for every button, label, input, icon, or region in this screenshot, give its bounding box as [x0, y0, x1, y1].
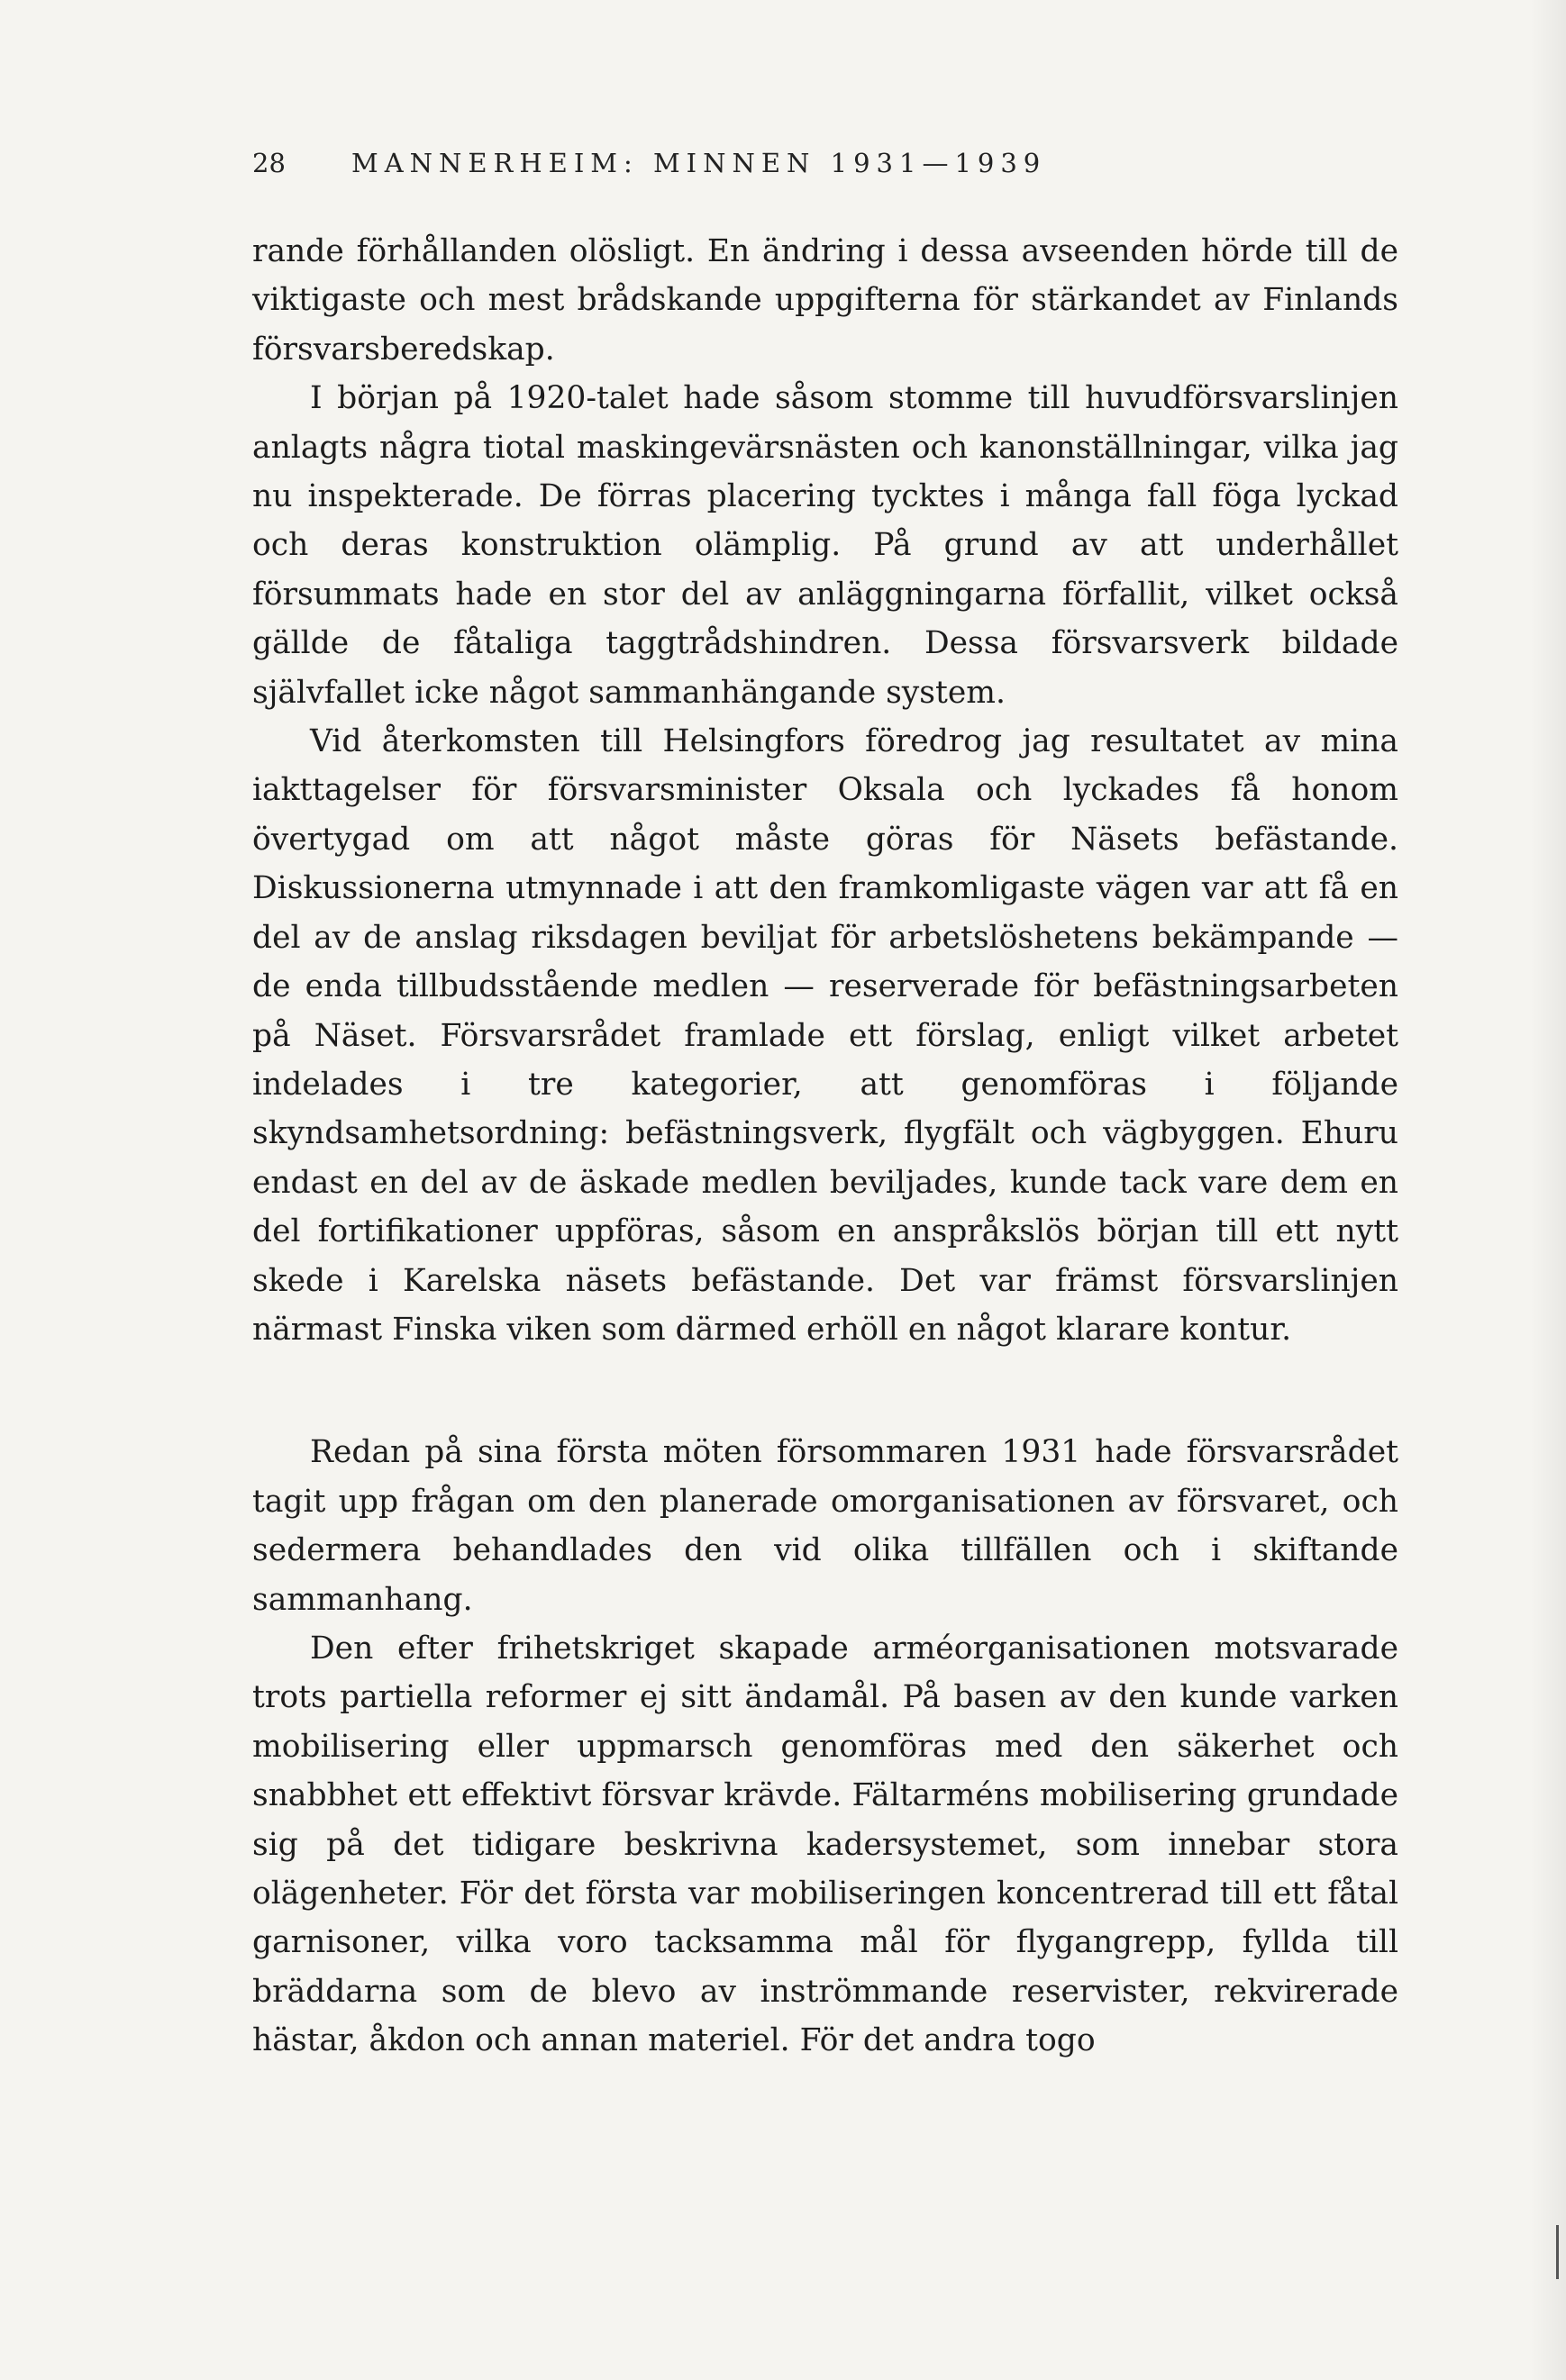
section-break: [252, 1354, 1398, 1428]
paragraph: Vid återkomsten till Helsingfors föredrog jag resultatet av mina iakttagelser för försvarsminister Oksala och lyckades få honom övertygad om att något måste göras för Näsets befästande. Diskussionerna utmynnade i att den framkomligaste vägen var att få en del av de anslag riksdagen beviljat för arbetslöshetens bekämpande — de enda tillbudsstående medlen — reserverade för befästningsarbeten på Näset. Försvarsrådet framlade ett förslag, enligt vilket arbetet indelades i tre kategorier, att genomföras i följande skyndsamhetsordning: befästningsverk, flygfält och vägbyggen. Ehuru endast en del av de äskade medlen beviljades, kunde tack vare dem en del fortifikationer uppföras, såsom en anspråkslös början till ett nytt skede i Karelska näsets befästande. Det var främst försvarslinjen närmast Finska viken som därmed erhöll en något klarare kontur.: [252, 723, 1398, 1348]
paragraph-continuation: rande förhållanden olösligt. En ändring i dessa avseenden hörde till de viktigaste och mest brådskande uppgifterna för stärkandet av Finlands försvarsberedskap.: [252, 233, 1398, 368]
page-edge-shadow: [1530, 0, 1566, 2380]
page-number: 28: [252, 148, 286, 178]
running-title: MANNERHEIM: MINNEN 1931—1939: [351, 148, 1047, 178]
paragraph: Redan på sina första möten försommaren 1931 hade försvarsrådet tagit upp frågan om den planerade omorganisationen av försvaret, och sedermera behandlades den vid olika tillfällen och i skiftande sammanhang.: [252, 1434, 1398, 1618]
paragraph: I början på 1920-talet hade såsom stomme till huvudförsvarslinjen anlagts några tiotal maskingevärsnästen och kanonställningar, vilka jag nu inspekterade. De förras placering tycktes i många fall föga lyckad och deras konstruktion olämplig. På grund av att underhållet försummats hade en stor del av anläggningarna förfallit, vilket också gällde de fåtaliga taggtrådshindren. Dessa försvarsverk bildade självfallet icke något sammanhängande system.: [252, 380, 1398, 711]
edge-mark: [1556, 2225, 1559, 2279]
paragraph: Den efter frihetskriget skapade arméorganisationen motsvarade trots partiella reformer ej sitt ändamål. På basen av den kunde varken mobilisering eller uppmarsch genomföras med den säkerhet och snabbhet ett effektivt försvar krävde. Fältarméns mobilisering grundade sig på det tidigare beskrivna kadersystemet, som innebar stora olägenheter. För det första var mobiliseringen koncentrerad till ett fåtal garnisoner, vilka voro tacksamma mål för flygangrepp, fyllda till bräddarna som de blevo av inströmmande reservister, rekvirerade hästar, åkdon och annan materiel. För det andra togo: [252, 1630, 1398, 2059]
page-header: [252, 148, 1261, 193]
page-body: [252, 227, 1398, 2066]
